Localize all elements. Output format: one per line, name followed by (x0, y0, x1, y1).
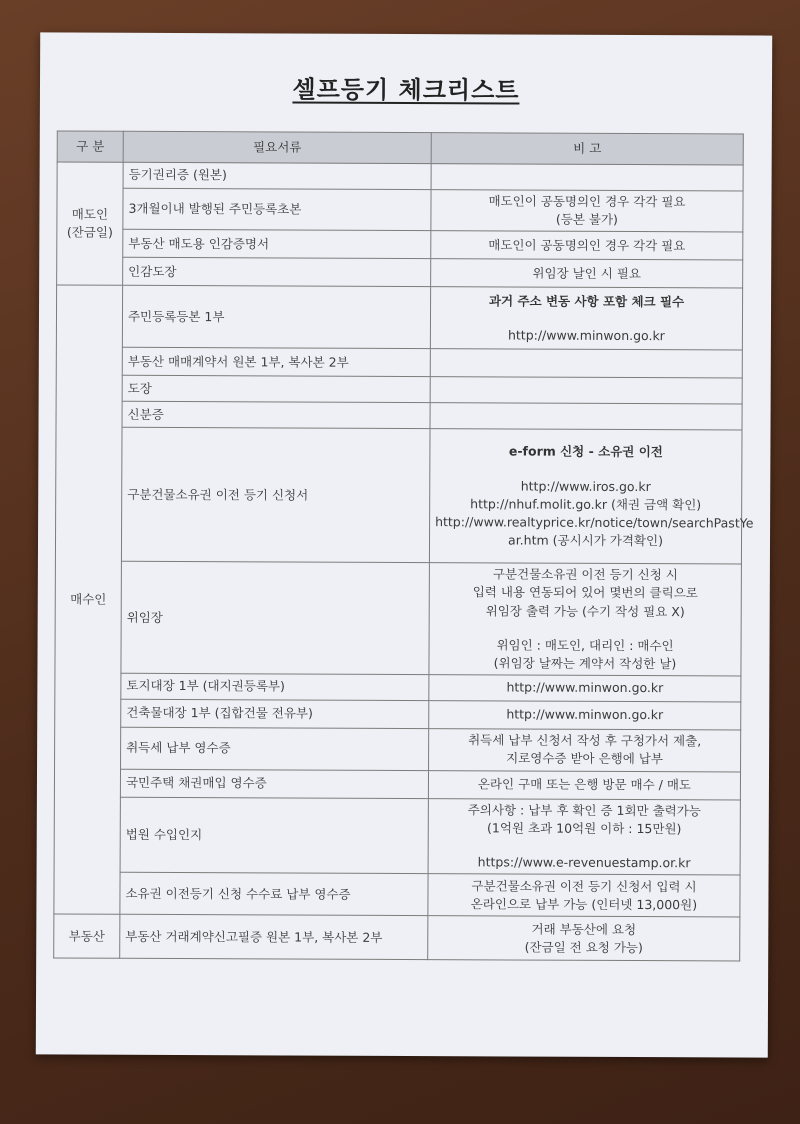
note-line (434, 837, 735, 854)
note-line: 매도인이 공동명의인 경우 각각 필요 (488, 237, 686, 253)
table-row (55, 673, 741, 702)
note-cell (431, 259, 743, 288)
note-url: http://www.minwon.go.kr (506, 679, 664, 696)
header-category: 구 분 (57, 131, 123, 162)
table-row (56, 347, 742, 378)
table-row (54, 769, 740, 800)
note-line: 입력 내용 연동되어 있어 몇번의 클릭으로 (472, 584, 698, 601)
note-line: 지로영수증 받아 은행에 납부 (506, 750, 664, 767)
note-line: 구분건물소유권 이전 등기 신청 시 (492, 566, 678, 583)
header-documents: 필요서류 (123, 131, 431, 163)
document-cell: 위임장 (121, 562, 429, 675)
note-cell (429, 728, 741, 771)
note-line (435, 461, 736, 478)
note-url: https://www.e-revenuestamp.or.kr (477, 854, 691, 871)
table-row (54, 797, 740, 875)
note-line: 위임장 날인 시 필요 (532, 265, 641, 281)
category-cell (54, 914, 120, 958)
note-cell (431, 164, 743, 191)
document-cell: 취득세 납부 영수증 (121, 727, 429, 770)
note-cell (428, 874, 740, 917)
note-cell (429, 674, 741, 701)
table-row (57, 257, 743, 288)
document-cell: 3개월이내 발행된 주민등록초본 (123, 188, 431, 231)
table-row (54, 872, 740, 917)
category-cell (54, 285, 123, 914)
note-line: 취득세 납부 신청서 작성 후 구청가서 제출, (468, 732, 702, 749)
note-line (436, 310, 737, 327)
note-cell (431, 190, 743, 233)
note-line: ar.htm (공시시가 가격확인) (508, 532, 664, 549)
note-line: 온라인 구매 또는 은행 방문 매수 / 매도 (477, 776, 692, 793)
table-header-row (57, 131, 743, 165)
category-label: 매도인 (71, 206, 109, 222)
document-cell: 소유권 이전등기 신청 수수료 납부 영수증 (120, 873, 428, 916)
document-cell: 부동산 매도용 인감증명서 (123, 230, 431, 259)
table-row (57, 188, 743, 232)
category-cell (57, 162, 124, 286)
note-line: 과거 주소 변동 사항 포함 체크 필수 (488, 292, 685, 309)
note-cell (428, 798, 740, 875)
note-cell (430, 377, 742, 404)
table-row (55, 561, 741, 676)
note-line: 매도인이 공동명의인 경우 각각 필요 (488, 193, 686, 210)
document-cell: 건축물대장 1부 (집합건물 전유부) (121, 699, 429, 728)
document-cell: 부동산 매매계약서 원본 1부, 복사본 2부 (122, 348, 430, 377)
note-line: 위임인 : 매도인, 대리인 : 매수인 (496, 637, 674, 653)
note-line (435, 620, 736, 637)
note-line: 온라인으로 납부 가능 (인터넷 13,000원) (470, 896, 698, 913)
note-cell (430, 287, 742, 350)
note-url: http://www.realtyprice.kr/notice/town/searchPastYe (435, 513, 754, 531)
note-cell (431, 231, 743, 260)
table-row (57, 229, 743, 260)
document-cell: 신분증 (122, 402, 430, 429)
note-cell (430, 349, 742, 378)
note-line: 위임장 출력 가능 (수기 작성 필요 X) (485, 602, 685, 619)
note-url: http://www.minwon.go.kr (507, 327, 665, 343)
checklist-table (53, 130, 754, 961)
table-row (57, 162, 743, 191)
document-cell: 부동산 거래계약신고필증 원본 1부, 복사본 2부 (120, 915, 428, 960)
note-cell (430, 403, 742, 430)
document-cell: 인감도장 (123, 258, 431, 287)
page-title: 셀프등기 체크리스트 (292, 75, 520, 105)
note-cell (429, 429, 754, 564)
table-row (56, 285, 742, 350)
note-line: 구분건물소유권 이전 등기 신청서 입력 시 (471, 877, 697, 894)
table-row (54, 914, 740, 961)
table-row (56, 401, 742, 430)
document-cell: 법원 수입인지 (120, 797, 428, 874)
document-cell: 도장 (122, 376, 430, 403)
note-line: (1억원 초과 10억원 이하 : 15만원) (487, 820, 682, 837)
category-label: 매수인 (70, 591, 107, 607)
note-cell (429, 563, 741, 676)
note-line: 거래 부동산에 요청 (531, 921, 637, 937)
note-cell (429, 700, 741, 729)
document-cell: 토지대장 1부 (대지권등록부) (121, 673, 429, 700)
table-row (55, 727, 741, 772)
document-cell: 구분건물소유권 이전 등기 신청서 (121, 428, 430, 563)
note-url: http://www.minwon.go.kr (506, 706, 664, 723)
note-line: (잔금일 전 요청 가능) (524, 939, 643, 955)
document-cell: 등기권리증 (원본) (123, 162, 431, 189)
note-url: http://nhuf.molit.go.kr (채권 금액 확인) (470, 495, 702, 512)
note-line: 주의사항 : 납부 후 확인 증 1회만 출력가능 (467, 802, 701, 819)
table-row (55, 427, 742, 564)
header-notes: 비 고 (431, 133, 743, 165)
document-cell: 주민등록등본 1부 (122, 286, 430, 349)
category-label: 부동산 (68, 928, 105, 944)
note-cell (428, 770, 740, 799)
note-url: http://www.iros.go.kr (520, 478, 651, 494)
note-cell (428, 916, 740, 961)
note-line: (등본 불가) (555, 211, 618, 228)
document-cell: 국민주택 채권매입 영수증 (120, 769, 428, 798)
table-row (56, 375, 742, 404)
category-label: (잔금일) (66, 224, 113, 240)
table-row (55, 699, 741, 730)
note-line: (위임장 날짜는 계약서 작성한 날) (493, 655, 677, 671)
checklist-paper (36, 32, 772, 1057)
note-line: e-form 신청 - 소유권 이전 (508, 443, 663, 460)
